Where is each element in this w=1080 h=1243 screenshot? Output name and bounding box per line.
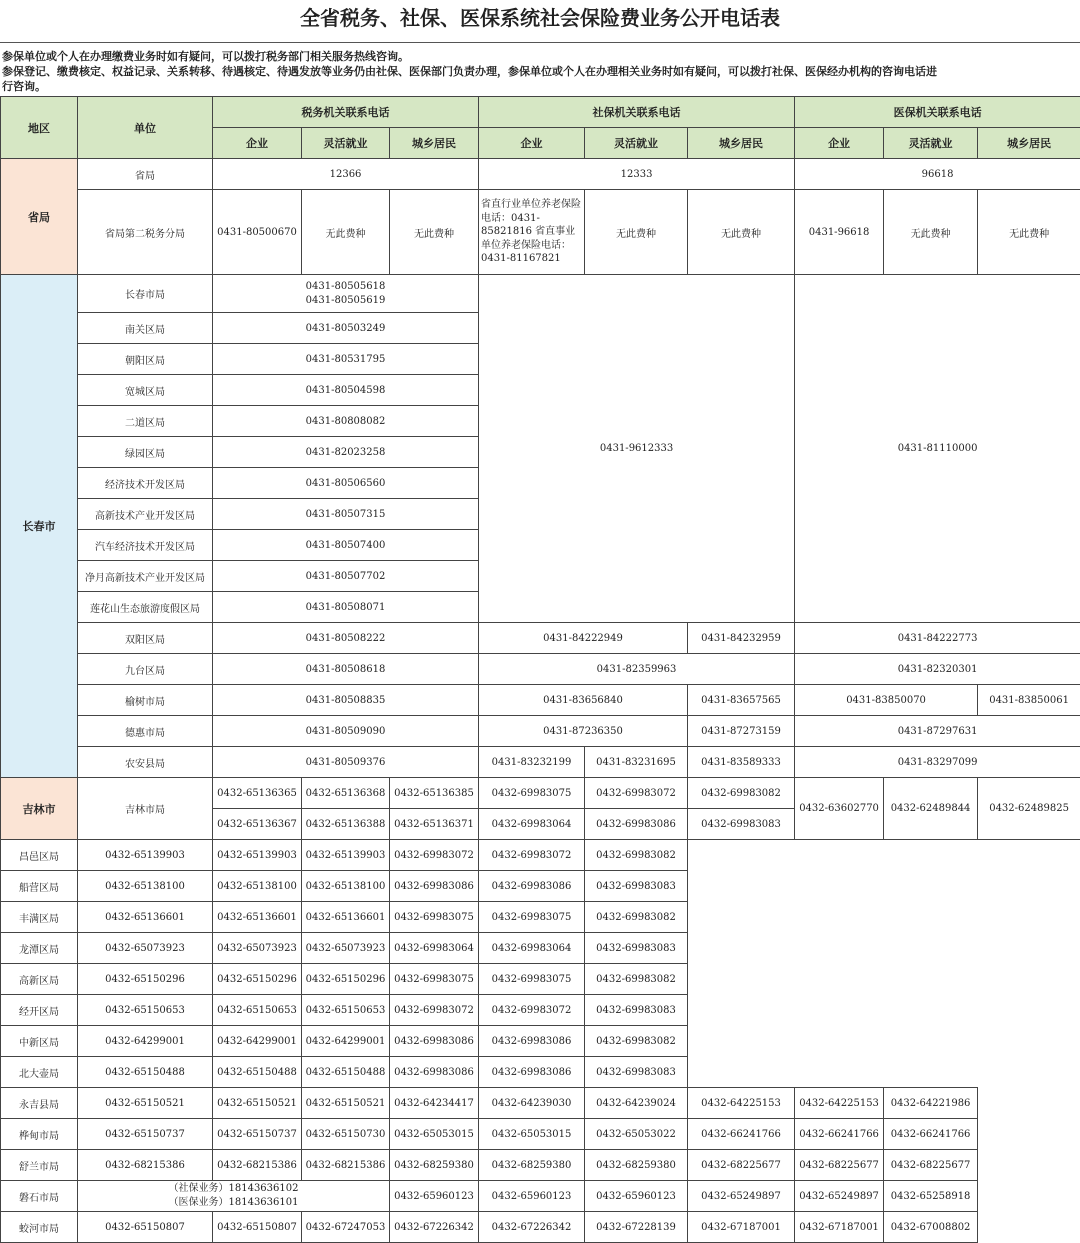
phone-cell: 0432-65136368 bbox=[302, 778, 390, 809]
phone-cell: 0431-87236350 bbox=[479, 716, 688, 747]
phone-cell: 无此费种 bbox=[585, 190, 688, 275]
unit-cell: 舒兰市局 bbox=[1, 1150, 78, 1181]
phone-cell: 0431-83232199 bbox=[479, 747, 585, 778]
phone-cell: 0431-80504598 bbox=[213, 375, 479, 406]
phone-cell: 0431-80503249 bbox=[213, 313, 479, 344]
unit-cell: 二道区局 bbox=[78, 406, 213, 437]
phone-cell: 0432-67226342 bbox=[390, 1212, 479, 1243]
phone-cell: 12333 bbox=[479, 159, 795, 190]
header-social: 社保机关联系电话 bbox=[479, 97, 795, 128]
phone-cell: 0432-69983082 bbox=[585, 902, 688, 933]
phone-cell: 0432-69983082 bbox=[585, 964, 688, 995]
phone-cell: 0432-68225677 bbox=[688, 1150, 795, 1181]
header-unit: 单位 bbox=[78, 97, 213, 159]
region-jilin: 吉林市 bbox=[1, 778, 78, 840]
phone-cell: 0432-65136371 bbox=[390, 809, 479, 840]
phone-table bbox=[0, 96, 1080, 1243]
phone-cell: 0432-69983083 bbox=[585, 871, 688, 902]
phone-cell: 0431-84222773 bbox=[795, 623, 1080, 654]
phone-cell: 0431-83850070 bbox=[795, 685, 978, 716]
phone-cell: 0432-68259380 bbox=[585, 1150, 688, 1181]
phone-cell: 0432-65136388 bbox=[302, 809, 390, 840]
unit-cell: 丰满区局 bbox=[1, 902, 78, 933]
phone-cell: 0432-64239024 bbox=[585, 1088, 688, 1119]
phone-cell: 0432-62489844 bbox=[884, 778, 978, 840]
phone-cell: 0431-87273159 bbox=[688, 716, 795, 747]
unit-cell: 蛟河市局 bbox=[1, 1212, 78, 1243]
unit-cell: 磐石市局 bbox=[1, 1181, 78, 1212]
phone-cell: 0432-64221986 bbox=[884, 1088, 978, 1119]
phone-cell: 0432-68215386 bbox=[78, 1150, 213, 1181]
phone-cell: 无此费种 bbox=[390, 190, 479, 275]
phone-cell: 0431-80531795 bbox=[213, 344, 479, 375]
phone-cell: 0432-69983083 bbox=[688, 809, 795, 840]
phone-cell: 0432-65150296 bbox=[78, 964, 213, 995]
unit-cell: 高新区局 bbox=[1, 964, 78, 995]
unit-cell: 绿园区局 bbox=[78, 437, 213, 468]
unit-cell: 九台区局 bbox=[78, 654, 213, 685]
unit-cell: 南关区局 bbox=[78, 313, 213, 344]
phone-cell: 0432-65150737 bbox=[78, 1119, 213, 1150]
phone-cell: 0432-64225153 bbox=[795, 1088, 884, 1119]
unit-cell: 龙潭区局 bbox=[1, 933, 78, 964]
phone-cell: 0431-82359963 bbox=[479, 654, 795, 685]
phone-cell: 0431-83657565 bbox=[688, 685, 795, 716]
phone-cell: 0432-65136385 bbox=[390, 778, 479, 809]
phone-cell: 0432-65150653 bbox=[302, 995, 390, 1026]
phone-cell: 0432-65139903 bbox=[213, 840, 302, 871]
phone-cell: 0432-69983086 bbox=[479, 1026, 585, 1057]
header-sub: 企业 bbox=[795, 128, 884, 159]
header-sub: 灵活就业 bbox=[884, 128, 978, 159]
phone-cell: 0432-65053015 bbox=[479, 1119, 585, 1150]
phone-cell: 0432-65150488 bbox=[302, 1057, 390, 1088]
header-sub: 企业 bbox=[479, 128, 585, 159]
phone-cell: 0431-80507315 bbox=[213, 499, 479, 530]
phone-cell: 0432-67247053 bbox=[302, 1212, 390, 1243]
phone-cell: 0432-69983075 bbox=[479, 902, 585, 933]
phone-cell: 无此费种 bbox=[884, 190, 978, 275]
phone-cell: 0432-68259380 bbox=[479, 1150, 585, 1181]
phone-cell: 0432-69983083 bbox=[585, 995, 688, 1026]
phone-cell: 0432-65150488 bbox=[213, 1057, 302, 1088]
phone-cell: 0432-67008802 bbox=[884, 1212, 978, 1243]
phone-cell: 0431-80500670 bbox=[213, 190, 302, 275]
phone-cell: 0432-69983075 bbox=[479, 964, 585, 995]
phone-line: 0431-80505618 bbox=[213, 280, 478, 294]
phone-cell: 0432-68259380 bbox=[390, 1150, 479, 1181]
phone-cell: 0431-82023258 bbox=[213, 437, 479, 468]
phone-cell: 0432-64299001 bbox=[78, 1026, 213, 1057]
phone-cell: 0432-69983072 bbox=[479, 995, 585, 1026]
unit-cell: 净月高新技术产业开发区局 bbox=[78, 561, 213, 592]
phone-cell: 0432-65249897 bbox=[688, 1181, 795, 1212]
phone-cell: 省直行业单位养老保险电话：0431-85821816 省直事业单位养老保险电话：0431-81167821 bbox=[479, 190, 585, 275]
phone-cell: 0431-83850061 bbox=[978, 685, 1080, 716]
phone-cell: 0432-65136601 bbox=[213, 902, 302, 933]
phone-cell: 无此费种 bbox=[302, 190, 390, 275]
header-sub: 城乡居民 bbox=[390, 128, 479, 159]
phone-cell: 0431-83656840 bbox=[479, 685, 688, 716]
unit-cell: 汽车经济技术开发区局 bbox=[78, 530, 213, 561]
phone-line: （医保业务）18143636101 bbox=[78, 1196, 389, 1210]
phone-cell: 0432-65139903 bbox=[78, 840, 213, 871]
phone-cell: 0432-65150730 bbox=[302, 1119, 390, 1150]
phone-cell: 0432-63602770 bbox=[795, 778, 884, 840]
phone-cell: 0432-69983086 bbox=[390, 1026, 479, 1057]
header-region: 地区 bbox=[1, 97, 78, 159]
phone-cell: 0432-65136367 bbox=[213, 809, 302, 840]
phone-cell: 0432-69983064 bbox=[390, 933, 479, 964]
jilin-districts bbox=[1, 840, 1080, 1088]
phone-cell: 0432-65150488 bbox=[78, 1057, 213, 1088]
header-medical: 医保机关联系电话 bbox=[795, 97, 1080, 128]
phone-cell: 0432-69983086 bbox=[390, 1057, 479, 1088]
phone-cell: 0432-69983072 bbox=[585, 778, 688, 809]
unit-cell: 中新区局 bbox=[1, 1026, 78, 1057]
region-province: 省局 bbox=[1, 159, 78, 275]
header-sub: 企业 bbox=[213, 128, 302, 159]
phone-cell: 0432-65073923 bbox=[78, 933, 213, 964]
phone-cell: 0432-65136601 bbox=[302, 902, 390, 933]
phone-cell: 0432-67187001 bbox=[795, 1212, 884, 1243]
phone-cell: 0431-96618 bbox=[795, 190, 884, 275]
phone-cell: 0432-69983075 bbox=[390, 964, 479, 995]
phone-cell: 0431-80508835 bbox=[213, 685, 479, 716]
phone-cell: 0432-64239030 bbox=[479, 1088, 585, 1119]
unit-cell: 桦甸市局 bbox=[1, 1119, 78, 1150]
phone-cell: 无此费种 bbox=[688, 190, 795, 275]
phone-cell: 0431-80509376 bbox=[213, 747, 479, 778]
phone-cell: 0432-65150521 bbox=[302, 1088, 390, 1119]
phone-cell: 0431-80507702 bbox=[213, 561, 479, 592]
phone-cell: 0432-64234417 bbox=[390, 1088, 479, 1119]
unit-cell: 榆树市局 bbox=[78, 685, 213, 716]
unit-cell: 农安县局 bbox=[78, 747, 213, 778]
phone-cell: 0432-65150521 bbox=[78, 1088, 213, 1119]
phone-cell: 0431-84232959 bbox=[688, 623, 795, 654]
phone-cell: 0432-69983075 bbox=[390, 902, 479, 933]
unit-cell: 高新技术产业开发区局 bbox=[78, 499, 213, 530]
phone-cell: 0432-69983072 bbox=[390, 995, 479, 1026]
phone-cell: 无此费种 bbox=[978, 190, 1080, 275]
phone-cell: 0432-64299001 bbox=[302, 1026, 390, 1057]
unit-cell: 双阳区局 bbox=[78, 623, 213, 654]
phone-cell: 0431-9612333 bbox=[479, 275, 795, 623]
unit-cell: 昌邑区局 bbox=[1, 840, 78, 871]
phone-cell bbox=[78, 1181, 390, 1212]
phone-cell: 0432-66241766 bbox=[795, 1119, 884, 1150]
phone-cell: 0431-80808082 bbox=[213, 406, 479, 437]
phone-cell: 0432-68215386 bbox=[302, 1150, 390, 1181]
phone-cell: 0431-80508071 bbox=[213, 592, 479, 623]
phone-cell: 0432-67228139 bbox=[585, 1212, 688, 1243]
phone-cell: 0432-69983082 bbox=[585, 840, 688, 871]
phone-cell: 0432-65960123 bbox=[585, 1181, 688, 1212]
phone-cell: 0432-65150807 bbox=[213, 1212, 302, 1243]
phone-cell: 0432-65073923 bbox=[302, 933, 390, 964]
header-tax: 税务机关联系电话 bbox=[213, 97, 479, 128]
phone-cell: 0432-62489825 bbox=[978, 778, 1080, 840]
phone-cell: 0432-65136601 bbox=[78, 902, 213, 933]
unit-cell: 省局第二税务分局 bbox=[78, 190, 213, 275]
phone-cell: 0432-69983086 bbox=[479, 1057, 585, 1088]
phone-cell: 0432-65073923 bbox=[213, 933, 302, 964]
phone-cell: 0432-67187001 bbox=[688, 1212, 795, 1243]
phone-cell: 0432-69983082 bbox=[585, 1026, 688, 1057]
phone-cell: 0432-69983075 bbox=[479, 778, 585, 809]
phone-cell: 0432-66241766 bbox=[688, 1119, 795, 1150]
phone-cell: 0431-80508222 bbox=[213, 623, 479, 654]
phone-cell: 0432-65138100 bbox=[78, 871, 213, 902]
unit-cell: 永吉县局 bbox=[1, 1088, 78, 1119]
unit-cell: 德惠市局 bbox=[78, 716, 213, 747]
phone-cell: 0432-68225677 bbox=[795, 1150, 884, 1181]
phone-cell: 0432-65053015 bbox=[390, 1119, 479, 1150]
phone-cell: 0431-83297099 bbox=[795, 747, 1080, 778]
phone-line: （社保业务）18143636102 bbox=[78, 1182, 389, 1196]
phone-cell: 0432-65150521 bbox=[213, 1088, 302, 1119]
phone-cell: 0432-68215386 bbox=[213, 1150, 302, 1181]
phone-cell: 0432-69983083 bbox=[585, 1057, 688, 1088]
phone-cell: 0432-65136365 bbox=[213, 778, 302, 809]
jilin-jiaohe bbox=[1, 1212, 1080, 1243]
phone-cell: 0432-65150737 bbox=[213, 1119, 302, 1150]
phone-cell: 0431-80507400 bbox=[213, 530, 479, 561]
phone-cell: 0431-80508618 bbox=[213, 654, 479, 685]
phone-cell: 0432-69983086 bbox=[479, 871, 585, 902]
phone-cell: 0432-69983083 bbox=[585, 933, 688, 964]
phone-cell: 0432-66241766 bbox=[884, 1119, 978, 1150]
phone-cell: 0431-82320301 bbox=[795, 654, 1080, 685]
phone-cell: 12366 bbox=[213, 159, 479, 190]
phone-cell: 0432-67226342 bbox=[479, 1212, 585, 1243]
phone-cell: 0432-65258918 bbox=[884, 1181, 978, 1212]
region-changchun: 长春市 bbox=[1, 275, 78, 778]
phone-cell: 0431-83589333 bbox=[688, 747, 795, 778]
unit-cell: 长春市局 bbox=[78, 275, 213, 313]
unit-cell: 经开区局 bbox=[1, 995, 78, 1026]
phone-cell: 0431-87297631 bbox=[795, 716, 1080, 747]
phone-cell: 0432-69983072 bbox=[479, 840, 585, 871]
note-line: 参保登记、缴费核定、权益记录、关系转移、待遇核定、待遇发放等业务仍由社保、医保部门负责办理，参保单位或个人在办理相关业务时如有疑问，可以拨打社保、医保经办机构的咨询电话进 bbox=[2, 64, 1078, 79]
phone-cell: 0431-81110000 bbox=[795, 275, 1080, 623]
phone-cell: 0432-65139903 bbox=[302, 840, 390, 871]
page-title: 全省税务、社保、医保系统社会保险费业务公开电话表 bbox=[0, 0, 1080, 43]
phone-cell: 0431-80506560 bbox=[213, 468, 479, 499]
header-sub: 灵活就业 bbox=[302, 128, 390, 159]
phone-cell: 96618 bbox=[795, 159, 1080, 190]
phone-cell: 0432-69983086 bbox=[585, 809, 688, 840]
phone-cell: 0431-84222949 bbox=[479, 623, 688, 654]
unit-cell: 朝阳区局 bbox=[78, 344, 213, 375]
phone-cell: 0432-64299001 bbox=[213, 1026, 302, 1057]
jilin-counties bbox=[1, 1088, 1080, 1181]
header-sub: 城乡居民 bbox=[978, 128, 1080, 159]
phone-cell: 0432-69983086 bbox=[390, 871, 479, 902]
notes bbox=[2, 49, 1078, 94]
phone-cell: 0432-65138100 bbox=[213, 871, 302, 902]
phone-cell: 0432-64225153 bbox=[688, 1088, 795, 1119]
note-line: 行咨询。 bbox=[2, 79, 1078, 94]
phone-cell: 0432-65150807 bbox=[78, 1212, 213, 1243]
unit-cell: 省局 bbox=[78, 159, 213, 190]
phone-cell: 0432-65960123 bbox=[390, 1181, 479, 1212]
phone-cell bbox=[213, 275, 479, 313]
phone-cell: 0432-65150653 bbox=[213, 995, 302, 1026]
phone-cell: 0432-65138100 bbox=[302, 871, 390, 902]
phone-cell: 0432-68225677 bbox=[884, 1150, 978, 1181]
phone-cell: 0432-69983072 bbox=[390, 840, 479, 871]
phone-cell: 0432-69983064 bbox=[479, 933, 585, 964]
unit-cell: 经济技术开发区局 bbox=[78, 468, 213, 499]
unit-cell: 北大壶局 bbox=[1, 1057, 78, 1088]
phone-cell: 0432-69983082 bbox=[688, 778, 795, 809]
phone-cell: 0432-65150296 bbox=[213, 964, 302, 995]
phone-cell: 0432-65150653 bbox=[78, 995, 213, 1026]
header-sub: 城乡居民 bbox=[688, 128, 795, 159]
phone-cell: 0431-83231695 bbox=[585, 747, 688, 778]
unit-cell: 莲花山生态旅游度假区局 bbox=[78, 592, 213, 623]
phone-cell: 0432-69983064 bbox=[479, 809, 585, 840]
unit-cell: 吉林市局 bbox=[78, 778, 213, 840]
unit-cell: 船营区局 bbox=[1, 871, 78, 902]
phone-cell: 0432-65150296 bbox=[302, 964, 390, 995]
phone-cell: 0431-80509090 bbox=[213, 716, 479, 747]
note-line: 参保单位或个人在办理缴费业务时如有疑问，可以拨打税务部门相关服务热线咨询。 bbox=[2, 49, 1078, 64]
unit-cell: 宽城区局 bbox=[78, 375, 213, 406]
phone-line: 0431-80505619 bbox=[213, 294, 478, 308]
phone-cell: 0432-65960123 bbox=[479, 1181, 585, 1212]
phone-cell: 0432-65053022 bbox=[585, 1119, 688, 1150]
header-sub: 灵活就业 bbox=[585, 128, 688, 159]
phone-cell: 0432-65249897 bbox=[795, 1181, 884, 1212]
